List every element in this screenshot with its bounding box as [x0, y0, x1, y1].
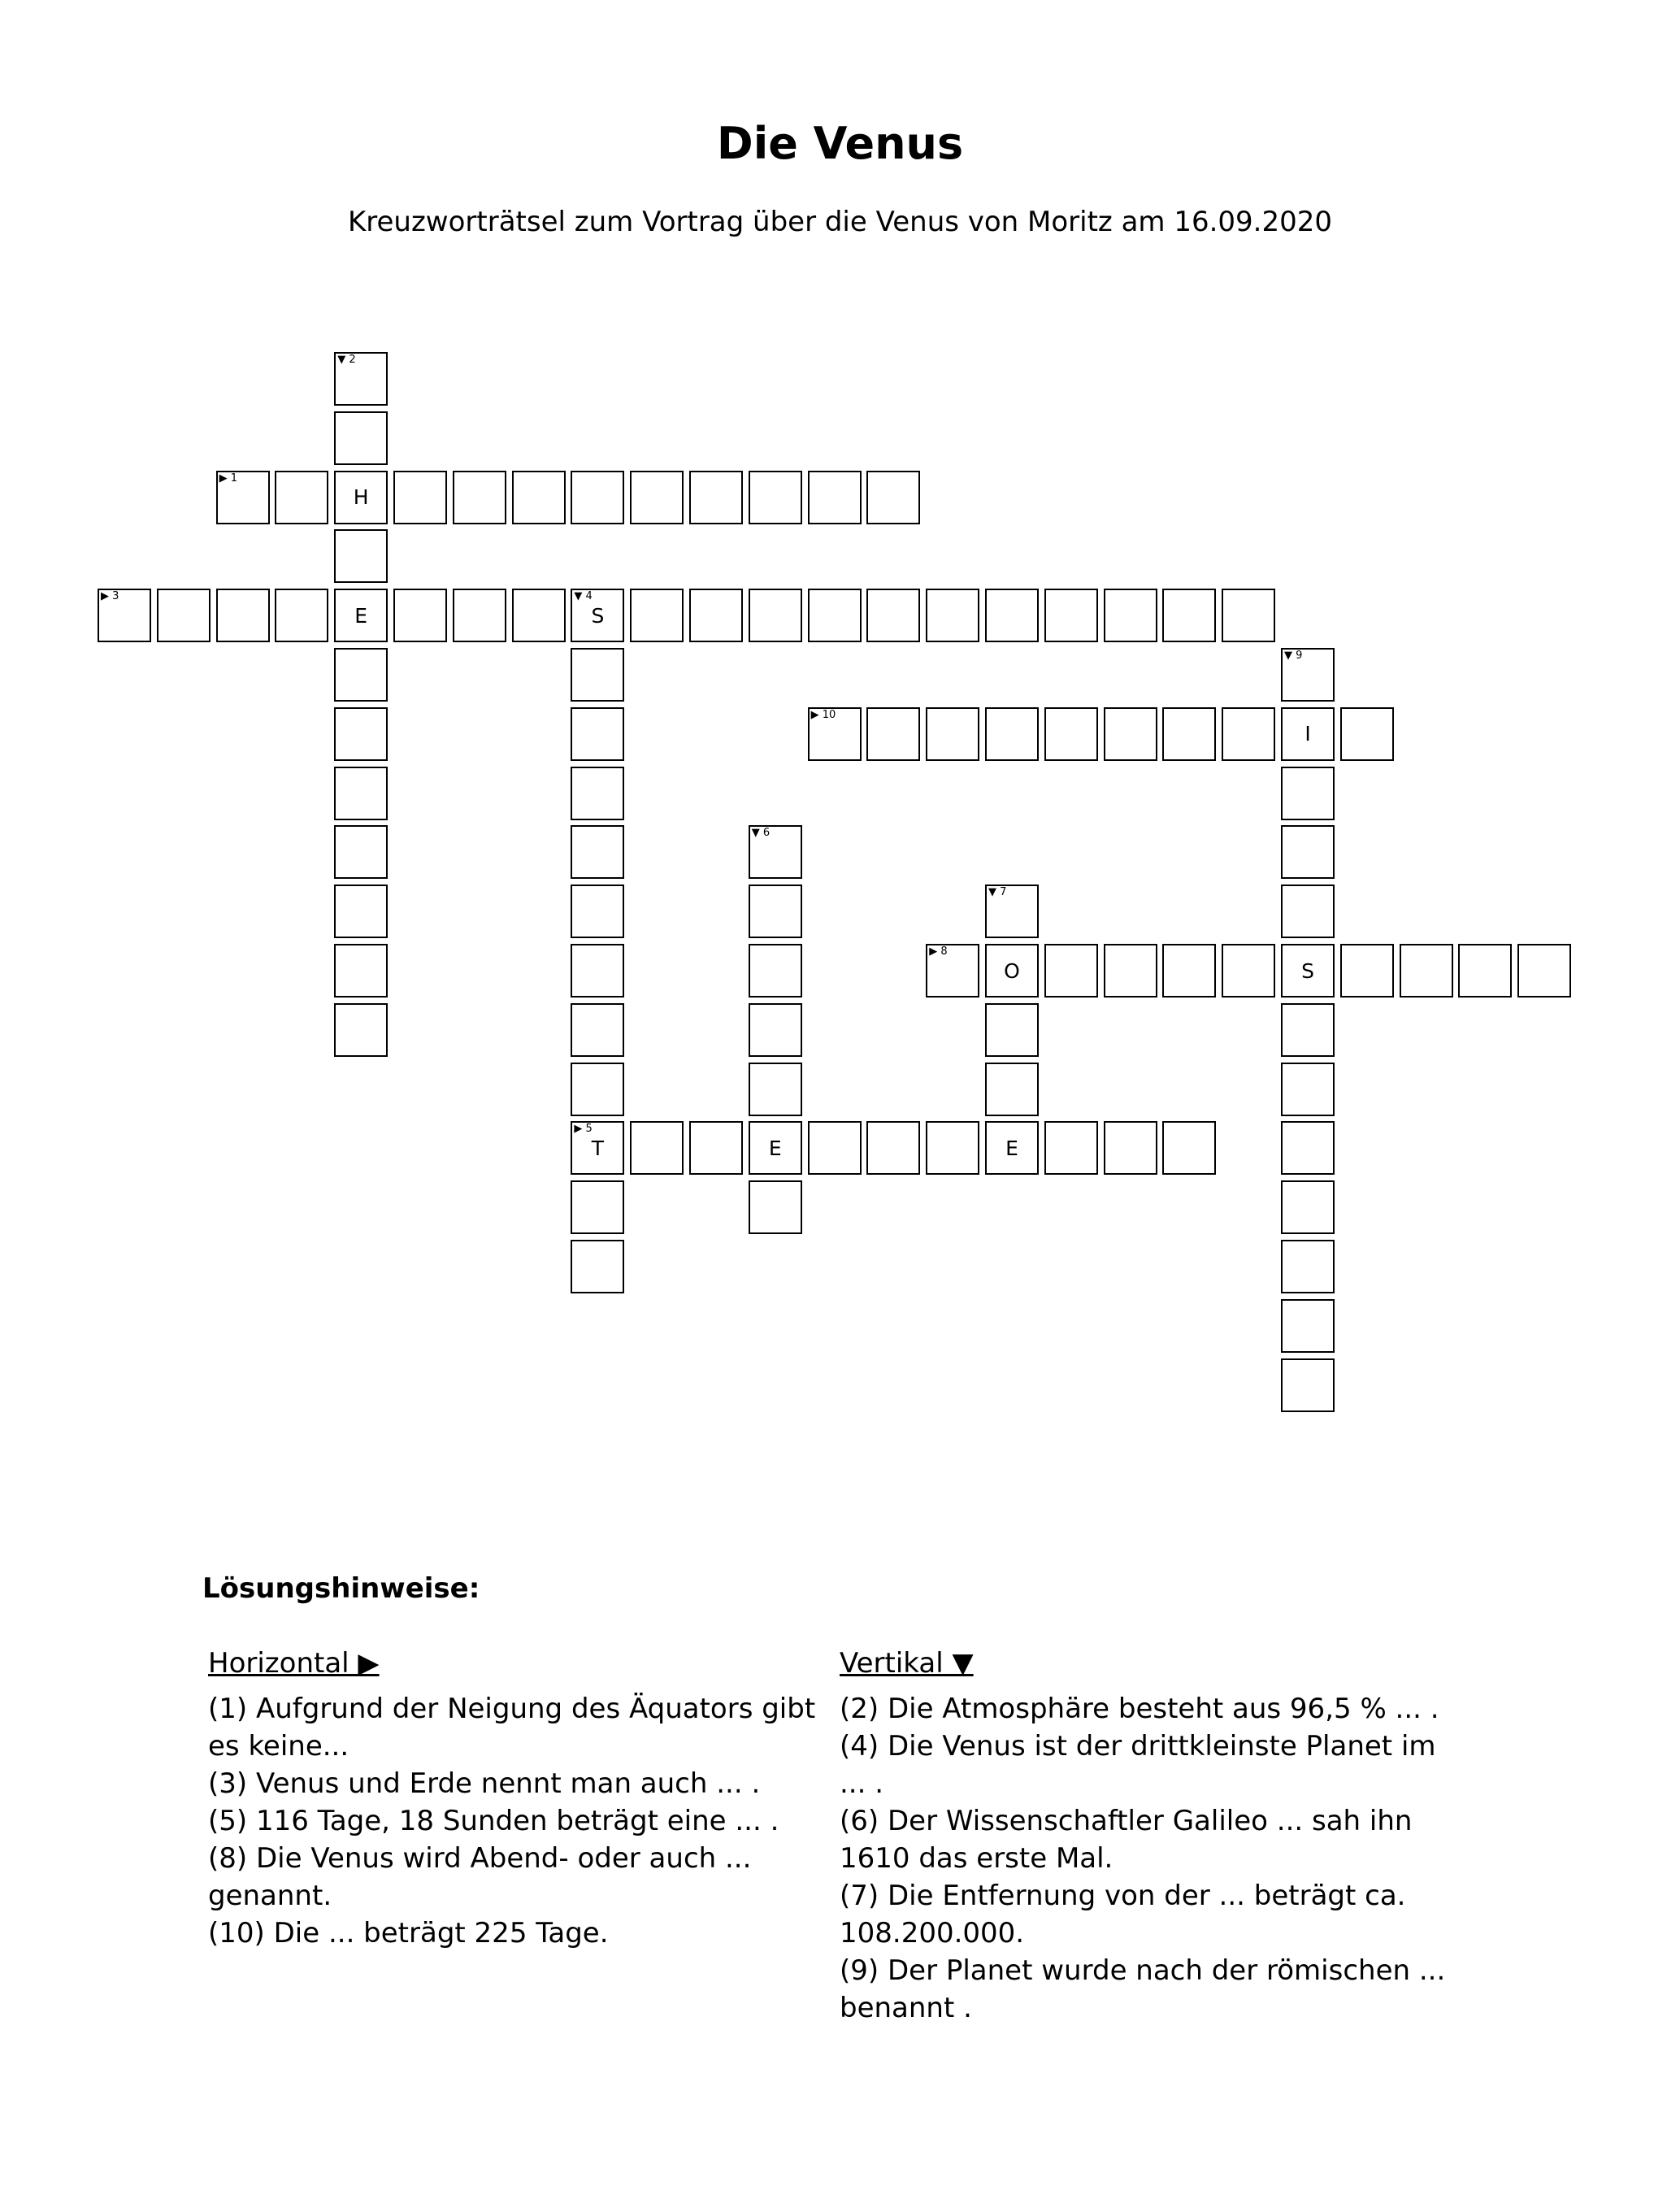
crossword-cell[interactable] [689, 589, 743, 642]
crossword-cell[interactable] [1281, 767, 1335, 820]
crossword-cell[interactable] [985, 885, 1039, 938]
crossword-cell[interactable] [689, 1121, 743, 1175]
crossword-cell[interactable] [334, 352, 388, 406]
page-title: Die Venus [716, 118, 964, 169]
crossword-cell[interactable] [985, 944, 1039, 998]
crossword-cell[interactable] [571, 1063, 624, 1116]
given-letter: O [1004, 958, 1020, 983]
given-letter: S [591, 603, 605, 628]
crossword-cell[interactable] [571, 825, 624, 879]
crossword-cell[interactable] [1281, 707, 1335, 761]
given-letter: S [1301, 958, 1314, 983]
crossword-cell[interactable] [571, 707, 624, 761]
clue-vertical: (2) Die Atmosphäre besteht aus 96,5 % ... . [840, 1693, 1439, 1725]
crossword-cell[interactable] [334, 648, 388, 702]
crossword-cell[interactable] [1104, 707, 1157, 761]
crossword-cell[interactable] [1340, 944, 1394, 998]
clue-number: ▼ 9 [1284, 650, 1303, 662]
crossword-cell[interactable] [808, 1121, 862, 1175]
crossword-cell[interactable] [98, 589, 151, 642]
crossword-cell[interactable] [808, 471, 862, 524]
crossword-cell[interactable] [808, 707, 862, 761]
crossword-cell[interactable] [1281, 648, 1335, 702]
crossword-cell[interactable] [1104, 1121, 1157, 1175]
crossword-cell[interactable] [985, 1003, 1039, 1057]
clue-horizontal: (10) Die ... beträgt 225 Tage. [208, 1917, 609, 1949]
crossword-cell[interactable] [1281, 944, 1335, 998]
clue-number: ▼ 6 [751, 827, 771, 840]
crossword-cell[interactable] [926, 1121, 979, 1175]
crossword-cell[interactable] [985, 1121, 1039, 1175]
crossword-cell[interactable] [1162, 944, 1216, 998]
crossword-cell[interactable] [630, 1121, 684, 1175]
crossword-cell[interactable] [157, 589, 211, 642]
crossword-cell[interactable] [393, 471, 447, 524]
clue-vertical: (9) Der Planet wurde nach der römischen ... benannt . [840, 1954, 1446, 2024]
crossword-cell[interactable] [749, 1003, 802, 1057]
crossword-cell[interactable] [334, 529, 388, 583]
crossword-cell[interactable] [571, 885, 624, 938]
clue-vertical: (7) Die Entfernung von der ... beträgt ca. 108.200.000. [840, 1880, 1406, 1949]
crossword-cell[interactable] [749, 825, 802, 879]
crossword-cell[interactable] [275, 589, 328, 642]
crossword-cell[interactable] [926, 707, 979, 761]
crossword-cell[interactable] [571, 944, 624, 998]
clue-number: ▶ 10 [810, 708, 836, 721]
crossword-cell[interactable] [1104, 589, 1157, 642]
page-subtitle: Kreuzworträtsel zum Vortrag über die Venus von Moritz am 16.09.2020 [347, 206, 1333, 238]
crossword-cell[interactable] [1458, 944, 1512, 998]
clue-horizontal: (8) Die Venus wird Abend- oder auch ... genannt. [208, 1842, 752, 1912]
crossword-cell[interactable] [926, 589, 979, 642]
crossword-cell[interactable] [866, 589, 920, 642]
horizontal-heading: Horizontal ▶ [208, 1647, 380, 1680]
clue-number: ▶ 5 [574, 1123, 593, 1136]
clue-vertical: (6) Der Wissenschaftler Galileo ... sah ihn 1610 das erste Mal. [840, 1805, 1413, 1875]
crossword-cell[interactable] [630, 589, 684, 642]
clue-horizontal: (5) 116 Tage, 18 Sunden beträgt eine ... . [208, 1805, 779, 1837]
crossword-cell[interactable] [571, 589, 624, 642]
clue-number: ▼ 7 [988, 886, 1007, 899]
crossword-cell[interactable] [749, 944, 802, 998]
crossword-cell[interactable] [216, 589, 270, 642]
crossword-cell[interactable] [571, 648, 624, 702]
vertical-heading: Vertikal ▼ [840, 1647, 974, 1680]
crossword-cell[interactable] [1222, 944, 1275, 998]
crossword-cell[interactable] [571, 767, 624, 820]
crossword-cell[interactable] [1281, 1003, 1335, 1057]
crossword-cell[interactable] [334, 944, 388, 998]
crossword-cell[interactable] [1044, 589, 1098, 642]
crossword-cell[interactable] [334, 885, 388, 938]
crossword-cell[interactable] [1281, 885, 1335, 938]
crossword-cell[interactable] [689, 471, 743, 524]
crossword-cell[interactable] [571, 1003, 624, 1057]
crossword-cell[interactable] [866, 471, 920, 524]
crossword-cell[interactable] [926, 944, 979, 998]
crossword-cell[interactable] [630, 471, 684, 524]
crossword-cell[interactable] [1281, 1299, 1335, 1353]
crossword-cell[interactable] [1281, 1121, 1335, 1175]
crossword-cell[interactable] [1222, 589, 1275, 642]
crossword-cell[interactable] [334, 471, 388, 524]
crossword-cell[interactable] [749, 1063, 802, 1116]
clue-vertical: (4) Die Venus ist der drittkleinste Planet im ... . [840, 1730, 1436, 1800]
crossword-cell[interactable] [571, 1121, 624, 1175]
clue-number: ▶ 3 [101, 590, 119, 603]
given-letter: I [1304, 722, 1311, 746]
crossword-cell[interactable] [866, 707, 920, 761]
clue-number: ▼ 4 [574, 590, 593, 603]
crossword-cell[interactable] [512, 471, 566, 524]
clue-horizontal: (1) Aufgrund der Neigung des Äquators gibt es keine... [208, 1693, 816, 1763]
crossword-cell[interactable] [1162, 1121, 1216, 1175]
hints-heading: Lösungshinweise: [202, 1572, 480, 1605]
crossword-cell[interactable] [808, 589, 862, 642]
crossword-cell[interactable] [334, 707, 388, 761]
given-letter: E [354, 603, 368, 628]
crossword-cell[interactable] [1281, 1180, 1335, 1234]
given-letter: T [591, 1136, 605, 1160]
crossword-cell[interactable] [749, 885, 802, 938]
crossword-cell[interactable] [1517, 944, 1571, 998]
crossword-cell[interactable] [1281, 1240, 1335, 1293]
crossword-cell[interactable] [1044, 707, 1098, 761]
crossword-cell[interactable] [1104, 944, 1157, 998]
crossword-cell[interactable] [275, 471, 328, 524]
crossword-cell[interactable] [571, 1180, 624, 1234]
clue-horizontal: (3) Venus und Erde nennt man auch ... . [208, 1767, 761, 1800]
crossword-cell[interactable] [393, 589, 447, 642]
crossword-cell[interactable] [1281, 825, 1335, 879]
vertical-clues [840, 1645, 1457, 2027]
crossword-cell[interactable] [334, 589, 388, 642]
crossword-cell[interactable] [453, 471, 506, 524]
crossword-cell[interactable] [1044, 944, 1098, 998]
crossword-cell[interactable] [512, 589, 566, 642]
crossword-cell[interactable] [866, 1121, 920, 1175]
crossword-cell[interactable] [334, 767, 388, 820]
crossword-cell[interactable] [749, 589, 802, 642]
crossword-cell[interactable] [1281, 1358, 1335, 1412]
crossword-cell[interactable] [1044, 1121, 1098, 1175]
given-letter: E [1005, 1136, 1018, 1160]
crossword-cell[interactable] [453, 589, 506, 642]
crossword-cell[interactable] [571, 471, 624, 524]
given-letter: H [353, 485, 369, 510]
crossword-cell[interactable] [1162, 589, 1216, 642]
crossword-cell[interactable] [334, 411, 388, 465]
crossword-cell[interactable] [571, 1240, 624, 1293]
crossword-cell[interactable] [985, 1063, 1039, 1116]
crossword-cell[interactable] [1400, 944, 1453, 998]
crossword-cell[interactable] [985, 707, 1039, 761]
crossword-cell[interactable] [749, 1180, 802, 1234]
crossword-cell[interactable] [749, 1121, 802, 1175]
crossword-cell[interactable] [1340, 707, 1394, 761]
clue-number: ▶ 1 [219, 472, 237, 485]
clue-number: ▶ 8 [929, 945, 948, 958]
clue-number: ▼ 2 [337, 354, 356, 366]
crossword-cell[interactable] [334, 1003, 388, 1057]
crossword-cell[interactable] [1222, 707, 1275, 761]
given-letter: E [768, 1136, 782, 1160]
crossword-cell[interactable] [1281, 1063, 1335, 1116]
crossword-cell[interactable] [216, 471, 270, 524]
crossword-cell[interactable] [1162, 707, 1216, 761]
horizontal-clues [208, 1645, 826, 1952]
crossword-cell[interactable] [985, 589, 1039, 642]
crossword-cell[interactable] [334, 825, 388, 879]
crossword-cell[interactable] [749, 471, 802, 524]
